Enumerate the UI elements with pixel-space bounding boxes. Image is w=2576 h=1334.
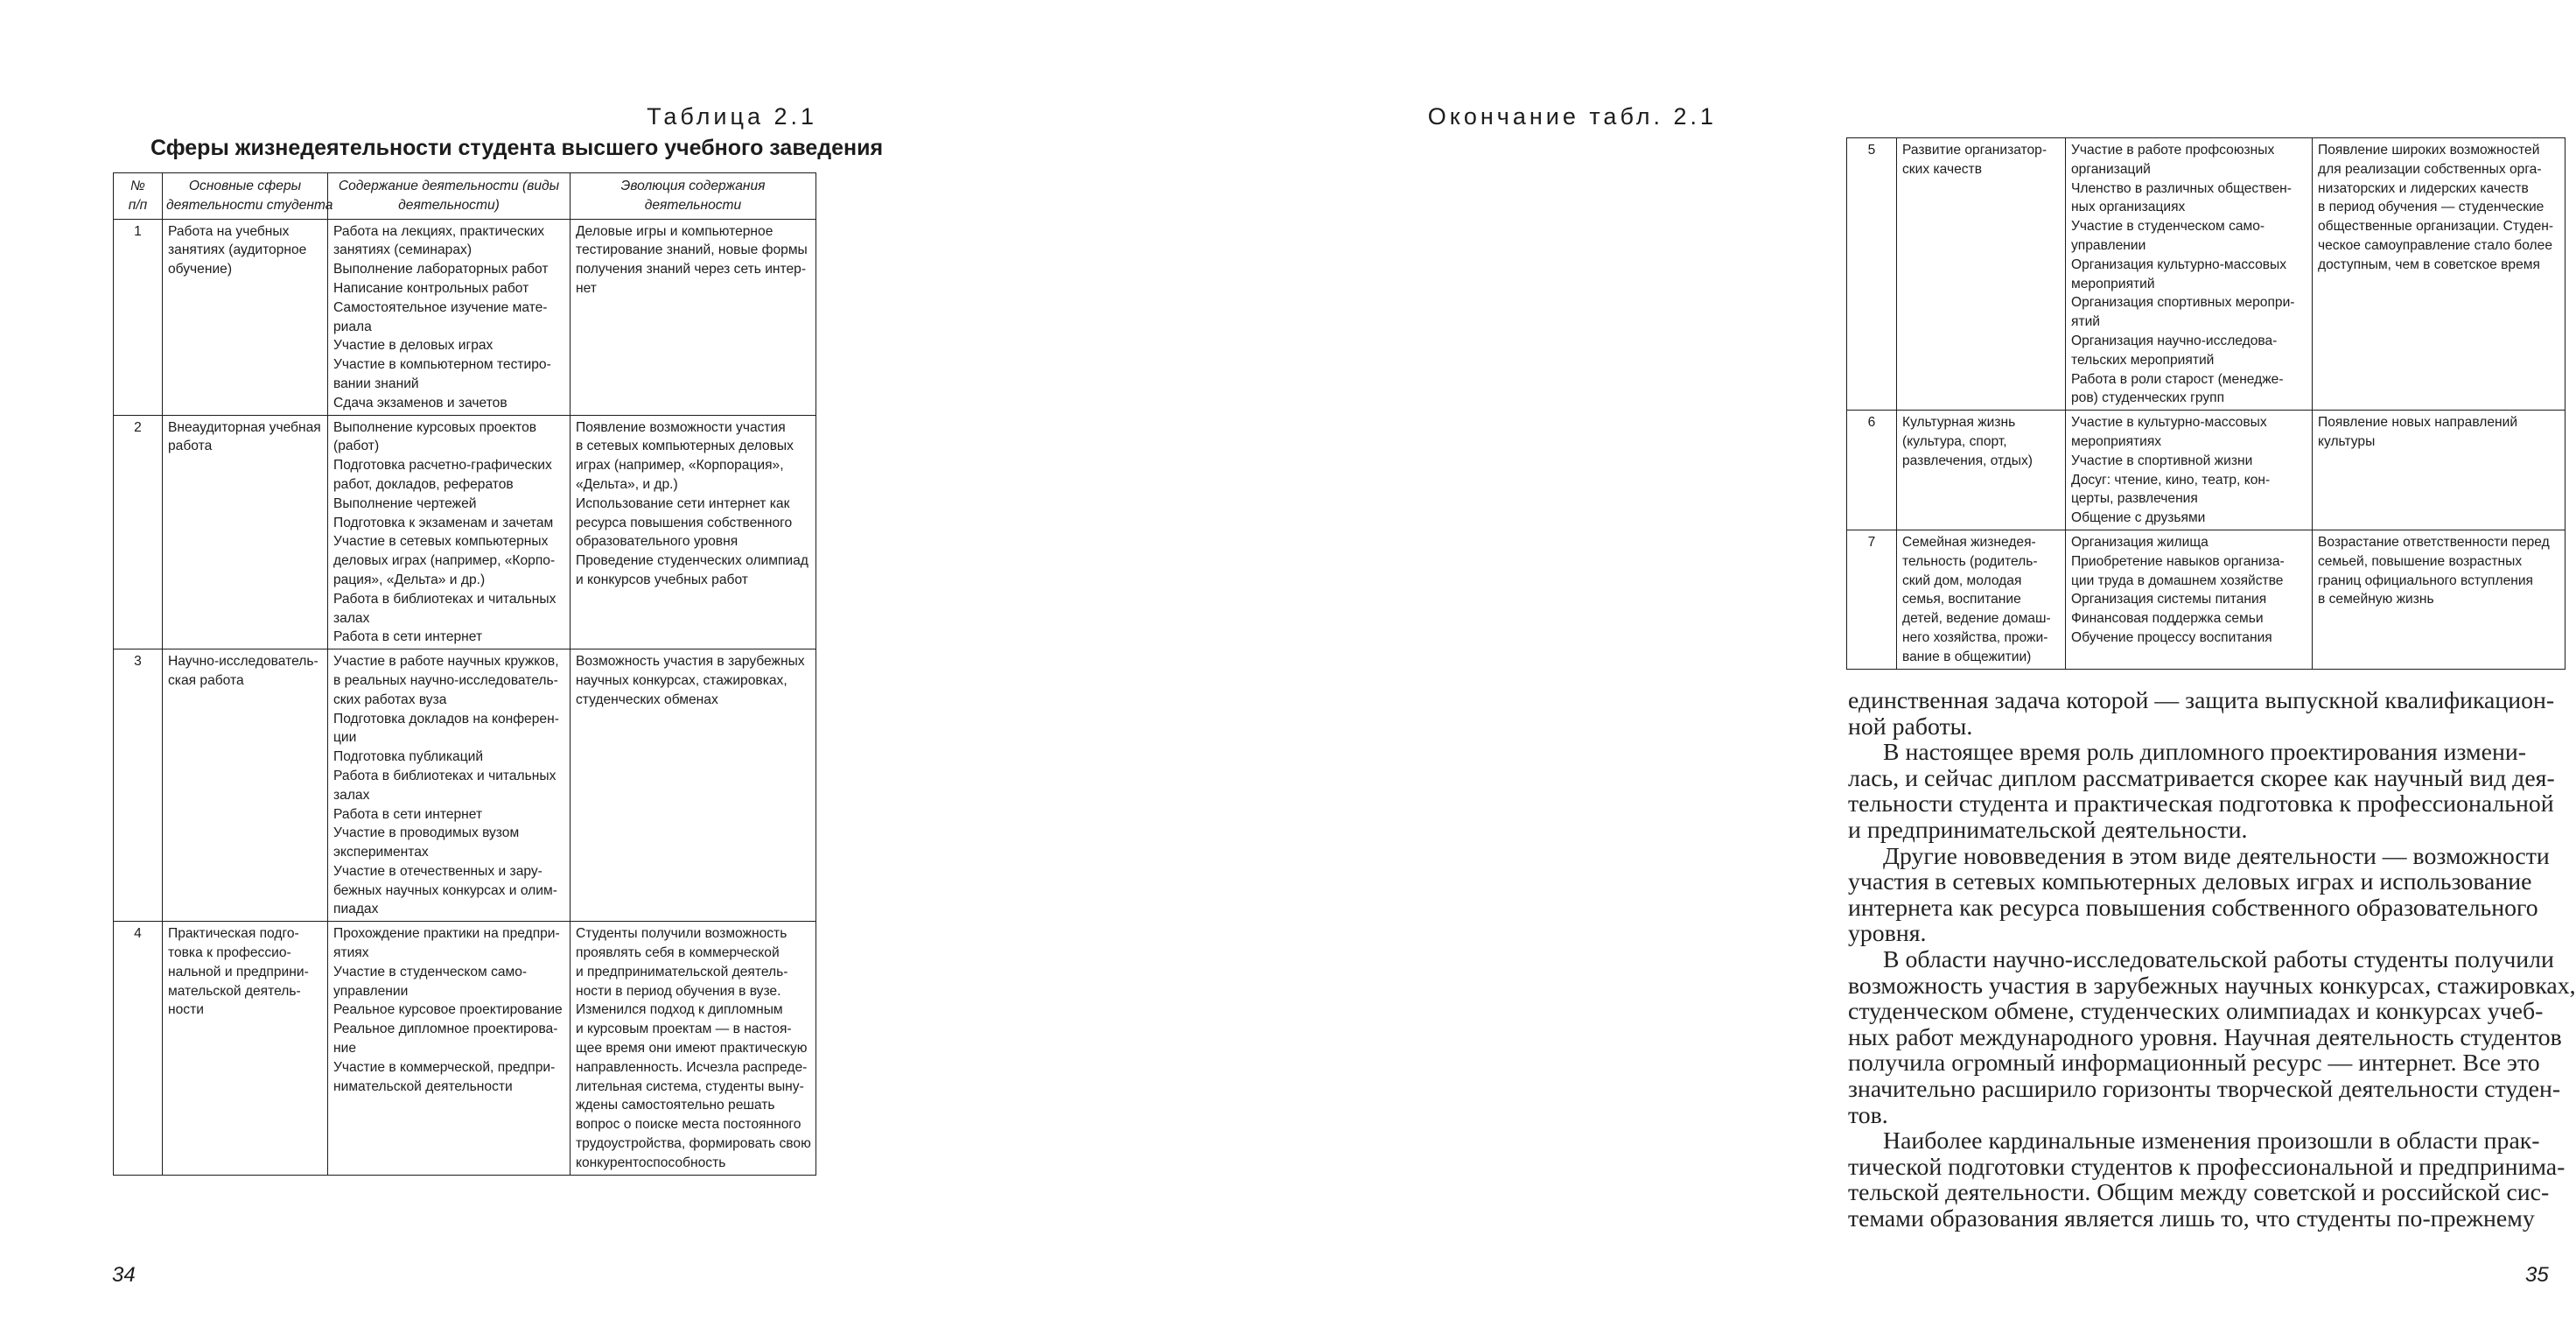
text-line: лительная система, студенты выну- <box>576 1078 804 1094</box>
cell-sphere <box>163 415 328 649</box>
text-line: образовательного уровня <box>576 534 738 550</box>
text-line: детей, ведение домаш- <box>1902 611 2051 627</box>
text-line: и предпринимательской деятельности. <box>1848 816 2248 844</box>
text-line: п/п <box>128 197 148 213</box>
cell-evolution <box>570 649 816 922</box>
cell-sphere <box>163 219 328 415</box>
text-line: Участие в компьютерном тестиро- <box>333 357 551 373</box>
cell-evolution <box>2313 411 2566 530</box>
text-line: работ, докладов, рефератов <box>333 476 514 492</box>
text-line: развлечения, отдых) <box>1902 453 2033 468</box>
text-line: Организация системы питания <box>2071 592 2267 607</box>
text-line: Реальное курсовое проектирование <box>333 1002 563 1018</box>
text-line: № <box>130 179 145 193</box>
text-line: в сетевых компьютерных деловых <box>576 439 794 454</box>
paragraph <box>1848 1128 2566 1232</box>
text-line: занятиях (семинарах) <box>333 242 472 258</box>
text-line: участия в сетевых компьютерных деловых играх и использование <box>1848 868 2532 896</box>
text-line: в реальных научно-исследователь- <box>333 672 558 688</box>
text-line: нет <box>576 280 597 296</box>
text-line: тельности студента и практическая подготовка к профессиональной <box>1848 790 2554 818</box>
text-line: границ официального вступления <box>2318 572 2534 588</box>
table-caption: Таблица 2.1 <box>647 103 817 130</box>
text-line: деятельности студента <box>166 197 333 213</box>
text-line: Участие в работе научных кружков, <box>333 654 559 670</box>
text-line: ции труда в домашнем хозяйстве <box>2071 572 2284 588</box>
text-line: мероприятий <box>2071 276 2155 291</box>
text-line: ции <box>333 730 357 746</box>
text-line: ности <box>168 1002 204 1018</box>
header-num <box>114 173 163 220</box>
text-line: для реализации собственных орга- <box>2318 161 2542 177</box>
text-line: ние <box>333 1041 356 1057</box>
text-line: Развитие организатор- <box>1902 143 2048 158</box>
text-line: значительно расширило горизонты творческой деятельности студен- <box>1848 1075 2561 1103</box>
text-line: Выполнение чертежей <box>333 495 477 511</box>
text-line: доступным, чем в советское время <box>2318 256 2540 272</box>
text-line: проявлять себя в коммерческой <box>576 945 780 961</box>
text-line: ресурса повышения собственного <box>576 515 793 530</box>
text-line: уровня. <box>1848 920 1927 948</box>
text-line: Обучение процессу воспитания <box>2071 629 2272 645</box>
text-line: Возрастание ответственности перед <box>2318 534 2550 550</box>
cell-sphere <box>1897 411 2066 530</box>
text-line: Организация жилища <box>2071 534 2208 550</box>
text-line: Другие нововведения в этом виде деятельности — возможности <box>1883 842 2550 870</box>
text-line: Работа в библиотеках и читальных <box>333 591 556 607</box>
text-line: студенческих обменах <box>576 692 718 707</box>
text-line: Участие в спортивной жизни <box>2071 453 2253 468</box>
paragraph <box>1848 945 2576 1129</box>
text-line: ных организациях <box>2071 200 2186 215</box>
text-line: получения знаний через сеть интер- <box>576 262 807 277</box>
text-line: тельских мероприятий <box>2071 352 2215 368</box>
cell-evolution <box>570 415 816 649</box>
table-caption-continued: Окончание табл. 2.1 <box>1427 103 1717 130</box>
text-line: мательской деятель- <box>168 983 301 999</box>
text-line: тельской деятельности. Общим между советской и российской сис- <box>1848 1179 2550 1207</box>
text-line: Работа в сети интернет <box>333 806 483 822</box>
text-line: интернета как ресурса повышения собственного образовательного <box>1848 894 2538 922</box>
text-line: В настоящее время роль дипломного проектирования измени- <box>1883 739 2526 767</box>
text-line: Досуг: чтение, кино, театр, кон- <box>2071 472 2271 488</box>
text-line: риала <box>333 319 372 334</box>
text-line: Подготовка публикаций <box>333 749 484 765</box>
text-line: играх (например, «Корпорация», <box>576 458 784 474</box>
text-line: общественные организации. Студен- <box>2318 219 2554 235</box>
text-line: управлении <box>2071 237 2146 253</box>
text-line: Наиболее кардинальные изменения произошли в области прак- <box>1883 1127 2540 1155</box>
cell-number <box>1847 138 1897 411</box>
text-line: Членство в различных обществен- <box>2071 180 2292 196</box>
table-row <box>114 649 816 922</box>
text-line: Возможность участия в зарубежных <box>576 654 805 670</box>
text-line: Организация спортивных меропри- <box>2071 295 2295 311</box>
text-line: Появление возможности участия <box>576 419 786 435</box>
cell-sphere <box>1897 138 2066 411</box>
cell-evolution <box>2313 530 2566 669</box>
cell-content <box>2066 530 2313 669</box>
text-line: вопрос о поиске места постоянного <box>576 1117 802 1133</box>
text-line: Работа в роли старост (менедже- <box>2071 371 2284 387</box>
text-line: Проведение студенческих олимпиад <box>576 553 808 569</box>
page-number: 35 <box>2525 1263 2549 1287</box>
text-line: Написание контрольных работ <box>333 280 529 296</box>
text-line: направленность. Исчезла распреде- <box>576 1059 808 1075</box>
cell-content <box>2066 138 2313 411</box>
cell-sphere <box>1897 530 2066 669</box>
paragraph <box>1848 688 2566 740</box>
text-line: Работа на учебных <box>168 223 290 239</box>
text-line: Выполнение лабораторных работ <box>333 262 549 277</box>
table-row <box>114 922 816 1175</box>
text-line: ной работы. <box>1848 713 1973 741</box>
text-line: Реальное дипломное проектирова- <box>333 1022 558 1037</box>
table-spheres-part1 <box>113 172 816 1176</box>
text-line: «Дельта», и др.) <box>576 476 678 492</box>
text-line: вание в общежитии) <box>1902 649 2032 664</box>
text-line: Практическая подго- <box>168 926 299 942</box>
text-line: Финансовая поддержка семьи <box>2071 611 2264 627</box>
text-line: получила огромный информационный ресурс — интернет. Все это <box>1848 1050 2540 1078</box>
text-line: возможность участия в зарубежных научных конкурсах, стажировках, <box>1848 972 2576 1000</box>
cell-content <box>2066 411 2313 530</box>
text-line: в период обучения — студенческие <box>2318 200 2544 215</box>
text-line: Основные сферы <box>188 179 302 193</box>
text-line: в семейную жизнь <box>2318 592 2434 607</box>
text-line: 5 <box>1867 143 1876 158</box>
table-spheres-part2 <box>1846 137 2566 670</box>
cell-sphere <box>163 922 328 1175</box>
text-line: 4 <box>134 926 142 942</box>
table-row <box>114 219 816 415</box>
text-line: тической подготовки студентов к профессиональной и предпринима- <box>1848 1153 2566 1181</box>
text-line: студенческом обмене, студенческих олимпиадах и конкурсах учеб- <box>1848 998 2544 1026</box>
header-evolution: Эволюция содержания деятельности <box>570 173 816 220</box>
text-line: бежных научных конкурсах и олим- <box>333 882 557 898</box>
text-line: Студенты получили возможность <box>576 926 788 942</box>
text-line: 3 <box>134 654 142 670</box>
table-row <box>1847 530 2566 669</box>
text-line: деловых играх (например, «Корпо- <box>333 553 556 569</box>
text-line: темами образования является лишь то, что студенты по-прежнему <box>1848 1204 2535 1232</box>
text-line: щее время они имеют практическую <box>576 1041 808 1057</box>
text-line: него хозяйства, прожи- <box>1902 629 2048 645</box>
text-line: Участие в студенческом само- <box>333 964 528 979</box>
text-line: лась, и сейчас диплом рассматривается скорее как научный вид дея- <box>1848 764 2555 792</box>
text-line: ятиях <box>333 945 369 961</box>
cell-content <box>328 415 570 649</box>
cell-number <box>114 219 163 415</box>
text-line: управлении <box>333 983 409 999</box>
text-line: Изменился подход к дипломным <box>576 1002 783 1018</box>
text-line: Участие в отечественных и зару- <box>333 863 542 879</box>
table-header-row <box>114 173 816 220</box>
text-line: низаторских и лидерских качеств <box>2318 180 2529 196</box>
text-line: мероприятиях <box>2071 433 2162 449</box>
text-line: ских качеств <box>1902 161 1982 177</box>
text-line: В области научно-исследовательской работы студенты получили <box>1883 945 2554 973</box>
text-line: Работа на лекциях, практических <box>333 223 545 239</box>
text-line: научных конкурсах, стажировках, <box>576 672 788 688</box>
text-line: ятий <box>2071 314 2101 330</box>
text-line: Выполнение курсовых проектов <box>333 419 537 435</box>
text-line: и конкурсов учебных работ <box>576 572 748 587</box>
cell-number <box>114 415 163 649</box>
text-line: Научно-исследователь- <box>168 654 318 670</box>
paragraph <box>1848 740 2566 843</box>
header-sphere <box>163 173 333 220</box>
text-line: пиадах <box>333 902 379 917</box>
text-line: трудоустройства, формировать свою <box>576 1136 811 1152</box>
text-line: Подготовка докладов на конферен- <box>333 711 559 727</box>
paragraph <box>1848 844 2566 947</box>
text-line: ских работах вуза <box>333 692 447 707</box>
text-line: 6 <box>1867 415 1876 431</box>
text-line: Внеаудиторная учебная <box>168 419 321 435</box>
text-line: Общение с друзьями <box>2071 510 2206 526</box>
text-line: Участие в студенческом само- <box>2071 219 2265 235</box>
text-line: конкурентоспособность <box>576 1155 726 1170</box>
text-line: работа <box>168 439 213 454</box>
cell-number <box>1847 530 1897 669</box>
text-line: Содержание деятельности (виды <box>338 179 560 193</box>
text-line: ров) студенческих групп <box>2071 390 2225 406</box>
text-line: ская работа <box>168 672 244 688</box>
cell-content <box>328 922 570 1175</box>
text-line: ждены самостоятельно решать <box>576 1098 775 1113</box>
text-line: Участие в деловых играх <box>333 338 494 354</box>
cell-sphere <box>163 649 328 922</box>
text-line: и курсовым проектам — в настоя- <box>576 1022 792 1037</box>
cell-evolution <box>570 922 816 1175</box>
text-line: семьей, повышение возрастных <box>2318 553 2523 569</box>
cell-evolution <box>2313 138 2566 411</box>
header-content <box>328 173 570 220</box>
text-line: Деловые игры и компьютерное <box>576 223 774 239</box>
left-page <box>0 0 884 1334</box>
text-line: Сдача экзаменов и зачетов <box>333 395 508 411</box>
text-line: (культура, спорт, <box>1902 433 2007 449</box>
text-line: Приобретение навыков организа- <box>2071 553 2285 569</box>
text-line: тельность (родитель- <box>1902 553 2038 569</box>
table-row <box>1847 138 2566 411</box>
table-row <box>1847 411 2566 530</box>
text-line: единственная задача которой — защита выпускной квалификацион- <box>1848 687 2555 714</box>
text-line: Подготовка расчетно-графических <box>333 458 552 474</box>
text-line: рация», «Дельта» и др.) <box>333 572 486 587</box>
text-line: и предпринимательской деятель- <box>576 964 788 979</box>
text-line: Работа в библиотеках и читальных <box>333 768 556 783</box>
page-number: 34 <box>112 1263 136 1287</box>
text-line: Организация культурно-массовых <box>2071 256 2287 272</box>
text-line: деятельности) <box>398 197 500 213</box>
text-line: Самостоятельное изучение мате- <box>333 299 548 315</box>
text-line: церты, развлечения <box>2071 491 2198 507</box>
text-line: вании знаний <box>333 376 419 391</box>
cell-evolution <box>570 219 816 415</box>
table-title: Сферы жизнедеятельности студента высшего учебного заведения <box>150 136 884 160</box>
text-line: занятиях (аудиторное <box>168 242 307 258</box>
text-line: нимательской деятельности <box>333 1078 513 1094</box>
text-line: (работ) <box>333 439 380 454</box>
text-line: Работа в сети интернет <box>333 629 483 645</box>
text-line: 1 <box>134 223 142 239</box>
text-line: Участие в культурно-массовых <box>2071 415 2267 431</box>
text-line: 7 <box>1867 534 1876 550</box>
text-line: Появление широких возможностей <box>2318 143 2540 158</box>
cell-content <box>328 219 570 415</box>
text-line: ности в период обучения в вузе. <box>576 983 781 999</box>
text-line: ных работ международного уровня. Научная деятельность студентов <box>1848 1023 2562 1051</box>
text-line: залах <box>333 610 370 626</box>
text-line: залах <box>333 787 370 803</box>
text-line: ческое самоуправление стало более <box>2318 237 2552 253</box>
text-line: Культурная жизнь <box>1902 415 2016 431</box>
text-line: Участие в коммерческой, предпри- <box>333 1059 556 1075</box>
text-line: Подготовка к экзаменам и зачетам <box>333 515 554 530</box>
text-line: Участие в проводимых вузом <box>333 825 520 841</box>
table-row <box>114 415 816 649</box>
text-line: организаций <box>2071 161 2151 177</box>
text-line: Появление новых направлений <box>2318 415 2518 431</box>
text-line: тов. <box>1848 1101 1888 1129</box>
text-line: семья, воспитание <box>1902 592 2021 607</box>
cell-number <box>1847 411 1897 530</box>
cell-number <box>114 649 163 922</box>
text-line: нальной и предприни- <box>168 964 309 979</box>
text-line: Использование сети интернет как <box>576 495 790 511</box>
text-line: тестирование знаний, новые формы <box>576 242 808 258</box>
cell-number <box>114 922 163 1175</box>
text-line: Семейная жизнедея- <box>1902 534 2036 550</box>
text-line: экспериментах <box>333 845 429 860</box>
text-line: 2 <box>134 419 142 435</box>
text-line: товка к профессио- <box>168 945 291 961</box>
text-line: обучение) <box>168 262 233 277</box>
text-line: Участие в сетевых компьютерных <box>333 534 549 550</box>
text-line: Прохождение практики на предпри- <box>333 926 560 942</box>
text-line: Организация научно-исследова- <box>2071 333 2278 348</box>
body-text <box>1848 687 2576 1232</box>
text-line: культуры <box>2318 433 2376 449</box>
text-line: ский дом, молодая <box>1902 572 2022 588</box>
cell-content <box>328 649 570 922</box>
text-line: Участие в работе профсоюзных <box>2071 143 2275 158</box>
right-page <box>875 0 2576 1334</box>
